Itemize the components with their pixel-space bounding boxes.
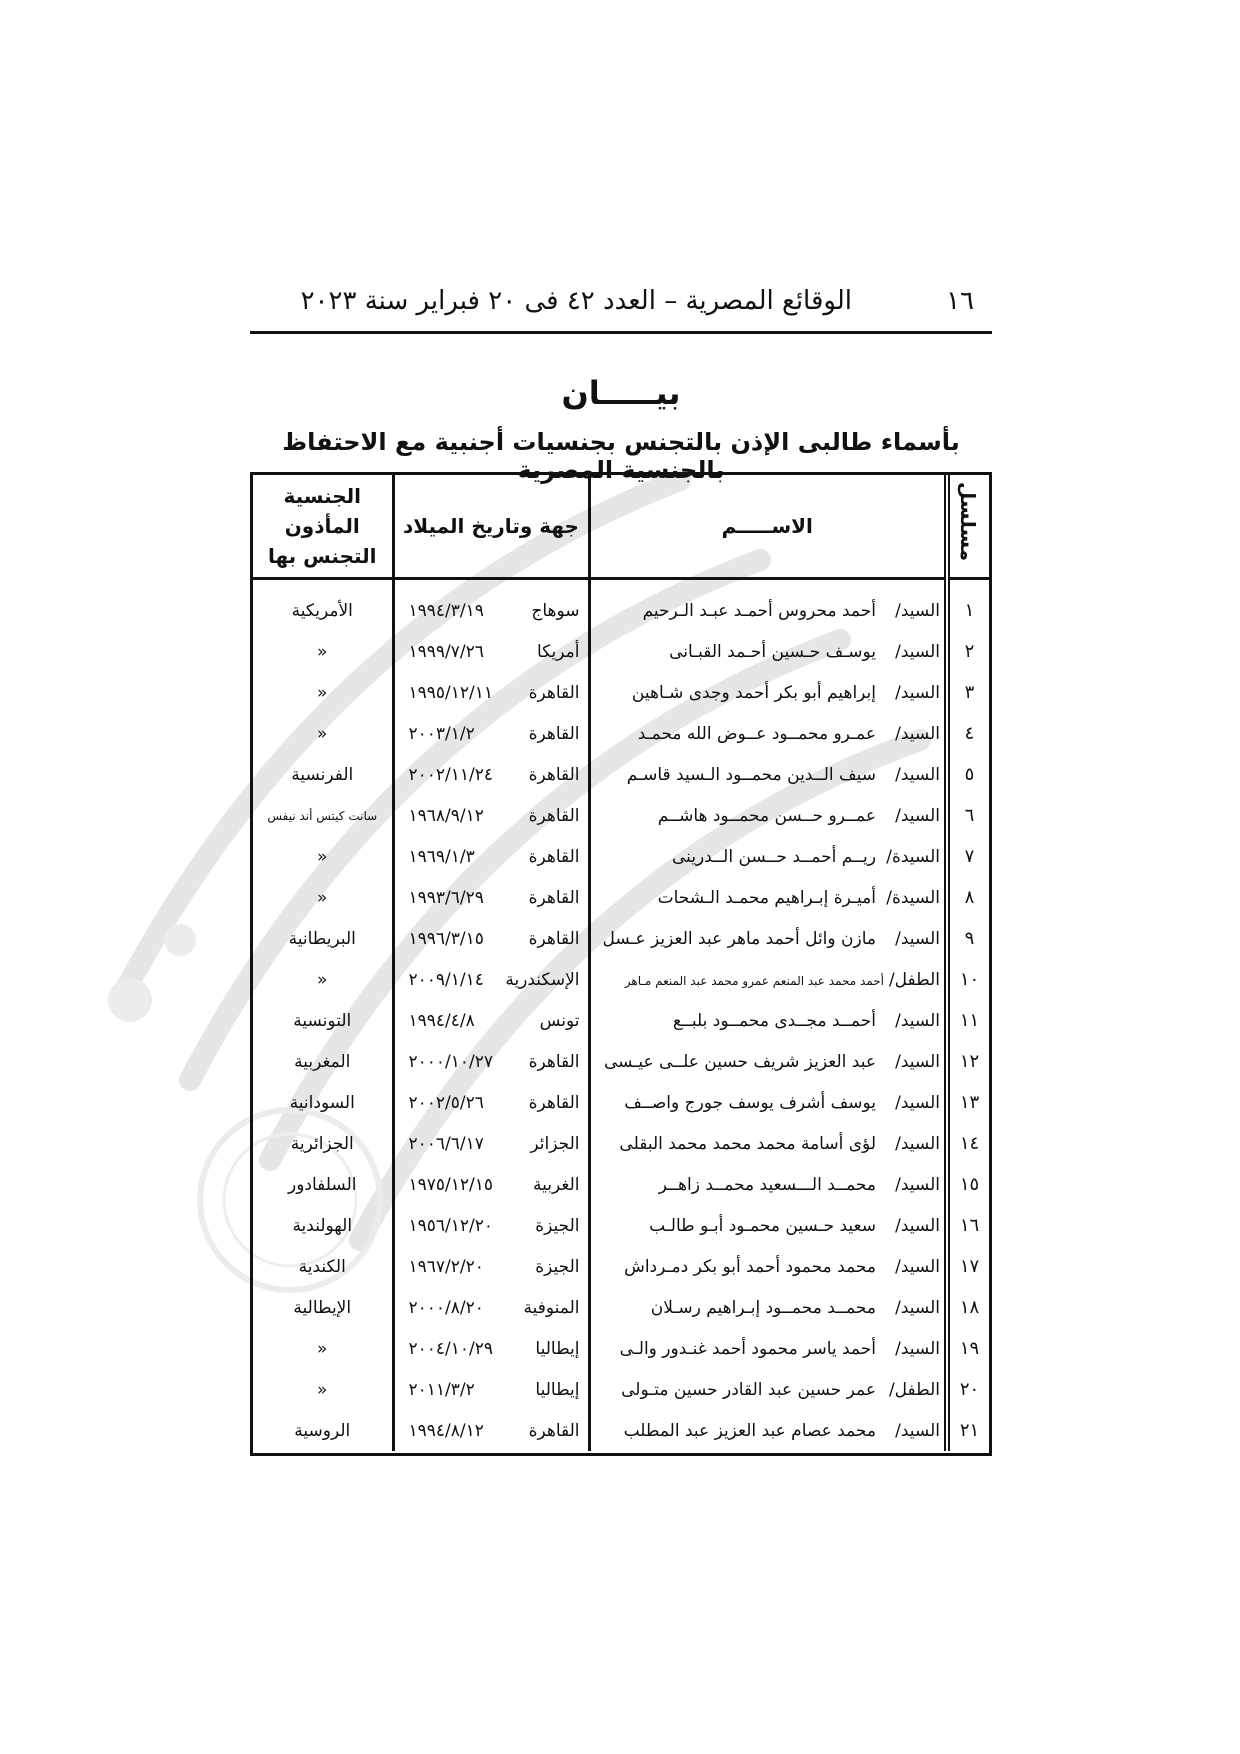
row-nationality: البريطانية <box>288 928 356 949</box>
row-title: الطفل/ <box>888 1379 940 1400</box>
row-birth-cell <box>393 795 589 836</box>
row-birth-cell <box>393 713 589 754</box>
header-name: الاســـــم <box>589 475 947 579</box>
table-header-row <box>253 475 989 579</box>
row-name: أحمد محروس أحمـد عبـد الـرحيم <box>642 600 876 621</box>
row-title: السيد/ <box>895 764 940 785</box>
row-birth-date: ٢٠٠٤/١٠/٢٩ <box>408 1338 494 1359</box>
row-birth-date: ٢٠٠٢/٥/٢٦ <box>408 1092 484 1113</box>
row-birth-place: الجيزة <box>535 1215 580 1236</box>
row-name: سعيد حـسين محمـود أبـو طالـب <box>649 1215 876 1236</box>
table-row <box>253 959 989 1000</box>
row-birth-place: القاهرة <box>528 1420 580 1441</box>
row-nationality: السودانية <box>289 1092 355 1113</box>
document-subtitle: بأسماء طالبى الإذن بالتجنس بجنسيات أجنبية مع الاحتفاظ بالجنسية المصرية <box>282 428 960 484</box>
names-table <box>250 472 992 1456</box>
row-birth-cell <box>393 1328 589 1369</box>
row-title: السيد/ <box>895 805 940 826</box>
row-name: مازن وائل أحمد ماهر عبد العزيز عـسل <box>602 928 876 949</box>
table-row <box>253 1246 989 1287</box>
table-row <box>253 1123 989 1164</box>
row-name-cell <box>589 754 947 795</box>
row-name: أحمــد مجــدى محمــود بلبــع <box>672 1010 876 1031</box>
row-birth-cell <box>393 1082 589 1123</box>
table-row <box>253 795 989 836</box>
row-nationality: الكندية <box>298 1256 346 1277</box>
row-nationality: الهولندية <box>292 1215 353 1236</box>
row-birth-date: ٢٠١١/٣/٢ <box>408 1379 475 1400</box>
row-birth-date: ١٩٩٥/١٢/١١ <box>408 682 494 703</box>
row-name-cell <box>589 795 947 836</box>
page-header <box>250 282 992 326</box>
row-name: أحمد محمد عبد المنعم عمرو محمد عبد المنعم مـاهر <box>624 973 884 988</box>
table-row <box>253 1041 989 1082</box>
table-row <box>253 1000 989 1041</box>
row-birth-date: ١٩٦٧/٢/٢٠ <box>408 1256 484 1277</box>
row-title: السيد/ <box>895 1297 940 1318</box>
row-birth-date: ١٩٩٤/٨/١٢ <box>408 1420 484 1441</box>
document-title: بيـــــان <box>561 374 681 412</box>
row-serial: ١٥ <box>947 1164 989 1205</box>
row-nationality: الإيطالية <box>293 1297 352 1318</box>
row-birth-place: القاهرة <box>528 1092 580 1113</box>
row-name: عمــرو حــسن محمــود هاشــم <box>657 805 876 826</box>
table-row <box>253 1410 989 1451</box>
row-name-cell <box>589 1369 947 1410</box>
row-name-cell <box>589 959 947 1000</box>
table-row <box>253 631 989 672</box>
row-serial: ١٢ <box>947 1041 989 1082</box>
row-birth-place: الإسكندرية <box>505 969 580 990</box>
row-birth-place: تونس <box>539 1010 580 1031</box>
row-nationality: المغربية <box>294 1051 351 1072</box>
row-nationality: « <box>317 846 328 867</box>
row-title: السيد/ <box>895 928 940 949</box>
row-serial: ٤ <box>947 713 989 754</box>
row-serial: ٦ <box>947 795 989 836</box>
row-birth-cell <box>393 1205 589 1246</box>
header-nationality-line2: التجنس بها <box>267 544 377 568</box>
row-birth-place: الجزائر <box>530 1133 580 1154</box>
row-birth-place: المنوفية <box>523 1297 580 1318</box>
row-title: السيد/ <box>895 1256 940 1277</box>
row-birth-place: الغربية <box>533 1174 580 1195</box>
row-birth-date: ٢٠٠٠/٨/٢٠ <box>408 1297 484 1318</box>
row-birth-cell <box>393 754 589 795</box>
row-title: السيد/ <box>895 641 940 662</box>
row-birth-place: القاهرة <box>528 723 580 744</box>
row-nationality: الفرنسية <box>291 764 354 785</box>
row-name: سيف الــدين محمــود الـسيد قاسـم <box>626 764 876 785</box>
row-nationality: « <box>317 682 328 703</box>
page-number: ١٦ <box>946 286 974 316</box>
row-name-cell <box>589 579 947 632</box>
row-name-cell <box>589 1164 947 1205</box>
row-birth-place: إيطاليا <box>535 1338 580 1359</box>
row-birth-date: ٢٠٠٠/١٠/٢٧ <box>408 1051 494 1072</box>
table-row <box>253 836 989 877</box>
row-birth-date: ١٩٥٦/١٢/٢٠ <box>408 1215 494 1236</box>
row-name: يوسـف حـسين أحـمد القبـانى <box>669 641 876 662</box>
row-birth-place: القاهرة <box>528 928 580 949</box>
row-name-cell <box>589 918 947 959</box>
row-name: إبراهيم أبو بكر أحمد وجدى شـاهين <box>631 682 876 703</box>
row-title: السيد/ <box>895 1174 940 1195</box>
row-serial: ١٠ <box>947 959 989 1000</box>
table-row <box>253 579 989 632</box>
row-nationality: « <box>317 969 328 990</box>
row-name-cell <box>589 713 947 754</box>
row-nationality: « <box>317 1338 328 1359</box>
row-name: يوسف أشرف يوسف جورج واصــف <box>624 1092 876 1113</box>
table-row <box>253 1287 989 1328</box>
row-name-cell <box>589 1246 947 1287</box>
row-birth-place: القاهرة <box>528 682 580 703</box>
row-serial: ٣ <box>947 672 989 713</box>
table-row <box>253 1082 989 1123</box>
header-serial <box>947 475 989 579</box>
row-name: محمــد الـــسعيد محمــد زاهــر <box>658 1174 876 1195</box>
row-birth-cell <box>393 1246 589 1287</box>
row-birth-date: ٢٠٠٦/٦/١٧ <box>408 1133 484 1154</box>
row-birth-cell <box>393 631 589 672</box>
row-name: محمد عصام عبد العزيز عبد المطلب <box>623 1420 876 1441</box>
row-serial: ٨ <box>947 877 989 918</box>
row-serial: ٧ <box>947 836 989 877</box>
row-nationality: الأمريكية <box>291 600 353 621</box>
row-title: السيدة/ <box>886 887 940 908</box>
row-name-cell <box>589 1410 947 1451</box>
row-nationality: التونسية <box>293 1010 352 1031</box>
row-name-cell <box>589 1328 947 1369</box>
row-serial: ١٤ <box>947 1123 989 1164</box>
table-row <box>253 1328 989 1369</box>
row-birth-cell <box>393 959 589 1000</box>
row-birth-cell <box>393 1287 589 1328</box>
row-name: عمـرو محمــود عــوض الله محمـد <box>637 723 876 744</box>
row-name-cell <box>589 1205 947 1246</box>
row-serial: ١١ <box>947 1000 989 1041</box>
row-title: السيد/ <box>895 1092 940 1113</box>
table-row <box>253 877 989 918</box>
table-body <box>253 579 989 1452</box>
row-title: السيد/ <box>895 1215 940 1236</box>
row-birth-cell <box>393 1369 589 1410</box>
row-nationality: « <box>317 641 328 662</box>
row-birth-date: ١٩٦٨/٩/١٢ <box>408 805 484 826</box>
row-title: السيد/ <box>895 1051 940 1072</box>
row-name-cell <box>589 631 947 672</box>
table-row <box>253 1164 989 1205</box>
row-birth-date: ١٩٦٩/١/٣ <box>408 846 475 867</box>
table-row <box>253 1369 989 1410</box>
row-birth-cell <box>393 836 589 877</box>
row-nationality: « <box>317 1379 328 1400</box>
row-serial: ١٧ <box>947 1246 989 1287</box>
row-birth-date: ١٩٩٤/٤/٨ <box>408 1010 475 1031</box>
row-serial: ٢ <box>947 631 989 672</box>
row-birth-place: القاهرة <box>528 887 580 908</box>
row-name-cell <box>589 672 947 713</box>
row-name: لؤى أسامة محمد محمد محمد البقلى <box>619 1133 876 1154</box>
row-name: محمد محمود أحمد أبو بكر دمـرداش <box>624 1256 876 1277</box>
row-serial: ٩ <box>947 918 989 959</box>
row-name: عبد العزيز شريف حسين علــى عيـسى <box>604 1051 876 1072</box>
row-name-cell <box>589 1041 947 1082</box>
row-name: ريــم أحمــد حــسن الــدرينى <box>672 846 876 867</box>
running-title: الوقائع المصرية – العدد ٤٢ فى ٢٠ فبراير سنة ٢٠٢٣ <box>300 286 852 316</box>
row-birth-date: ١٩٩٩/٧/٢٦ <box>408 641 484 662</box>
header-rule <box>250 331 992 334</box>
row-birth-date: ١٩٧٥/١٢/١٥ <box>408 1174 494 1195</box>
table-row <box>253 713 989 754</box>
row-serial: ١٩ <box>947 1328 989 1369</box>
row-birth-place: القاهرة <box>528 805 580 826</box>
row-birth-place: القاهرة <box>528 846 580 867</box>
row-title: السيد/ <box>895 1420 940 1441</box>
row-birth-date: ٢٠٠٩/١/١٤ <box>408 969 484 990</box>
row-birth-date: ١٩٩٣/٦/٢٩ <box>408 887 484 908</box>
row-birth-place: القاهرة <box>528 764 580 785</box>
row-birth-place: أمريكا <box>536 641 580 662</box>
table-row <box>253 672 989 713</box>
row-name-cell <box>589 1287 947 1328</box>
row-name-cell <box>589 1000 947 1041</box>
row-title: السيد/ <box>895 1133 940 1154</box>
row-serial: ٢١ <box>947 1410 989 1451</box>
row-birth-cell <box>393 579 589 632</box>
row-birth-date: ٢٠٠٣/١/٢ <box>408 723 475 744</box>
row-name: أميـرة إبـراهيم محمـد الـشحات <box>657 887 876 908</box>
table-row <box>253 1205 989 1246</box>
row-name: محمــد محمــود إبـراهيم رسـلان <box>650 1297 876 1318</box>
row-birth-cell <box>393 1041 589 1082</box>
row-nationality: السلفادور <box>288 1174 357 1195</box>
row-serial: ١٣ <box>947 1082 989 1123</box>
row-birth-date: ١٩٩٦/٣/١٥ <box>408 928 484 949</box>
row-title: السيد/ <box>895 600 940 621</box>
row-birth-date: ٢٠٠٢/١١/٢٤ <box>408 764 494 785</box>
row-birth-date: ١٩٩٤/٣/١٩ <box>408 600 484 621</box>
row-name: عمر حسين عبد القادر حسين متـولى <box>621 1379 876 1400</box>
row-title: السيد/ <box>895 1338 940 1359</box>
row-name-cell <box>589 1082 947 1123</box>
row-birth-cell <box>393 877 589 918</box>
row-birth-place: الجيزة <box>535 1256 580 1277</box>
row-nationality: « <box>317 723 328 744</box>
row-serial: ١ <box>947 579 989 632</box>
row-name-cell <box>589 836 947 877</box>
row-title: السيد/ <box>895 723 940 744</box>
row-name-cell <box>589 1123 947 1164</box>
row-birth-place: القاهرة <box>528 1051 580 1072</box>
row-serial: ١٦ <box>947 1205 989 1246</box>
row-nationality: الجزائرية <box>290 1133 354 1154</box>
row-birth-place: سوهاج <box>531 600 580 621</box>
header-serial-label: مسلسل <box>956 482 980 562</box>
row-serial: ٢٠ <box>947 1369 989 1410</box>
header-nationality-line1: الجنسية المأذون <box>283 484 362 538</box>
header-birth: جهة وتاريخ الميلاد <box>393 475 589 579</box>
row-birth-cell <box>393 918 589 959</box>
table-row <box>253 754 989 795</box>
row-nationality: سانت كيتس أند نيفس <box>267 808 378 823</box>
row-title: السيدة/ <box>886 846 940 867</box>
row-nationality: الروسية <box>294 1420 351 1441</box>
header-nationality <box>253 475 393 579</box>
row-name-cell <box>589 877 947 918</box>
row-birth-cell <box>393 1000 589 1041</box>
row-birth-cell <box>393 1410 589 1451</box>
row-birth-cell <box>393 1123 589 1164</box>
row-title: الطفل/ <box>888 969 940 990</box>
table-row <box>253 918 989 959</box>
row-title: السيد/ <box>895 682 940 703</box>
row-title: السيد/ <box>895 1010 940 1031</box>
row-nationality: « <box>317 887 328 908</box>
row-serial: ١٨ <box>947 1287 989 1328</box>
row-birth-cell <box>393 672 589 713</box>
row-birth-cell <box>393 1164 589 1205</box>
row-birth-place: إيطاليا <box>535 1379 580 1400</box>
row-serial: ٥ <box>947 754 989 795</box>
row-name: أحمد ياسر محمود أحمد غنـدور والـى <box>619 1338 876 1359</box>
